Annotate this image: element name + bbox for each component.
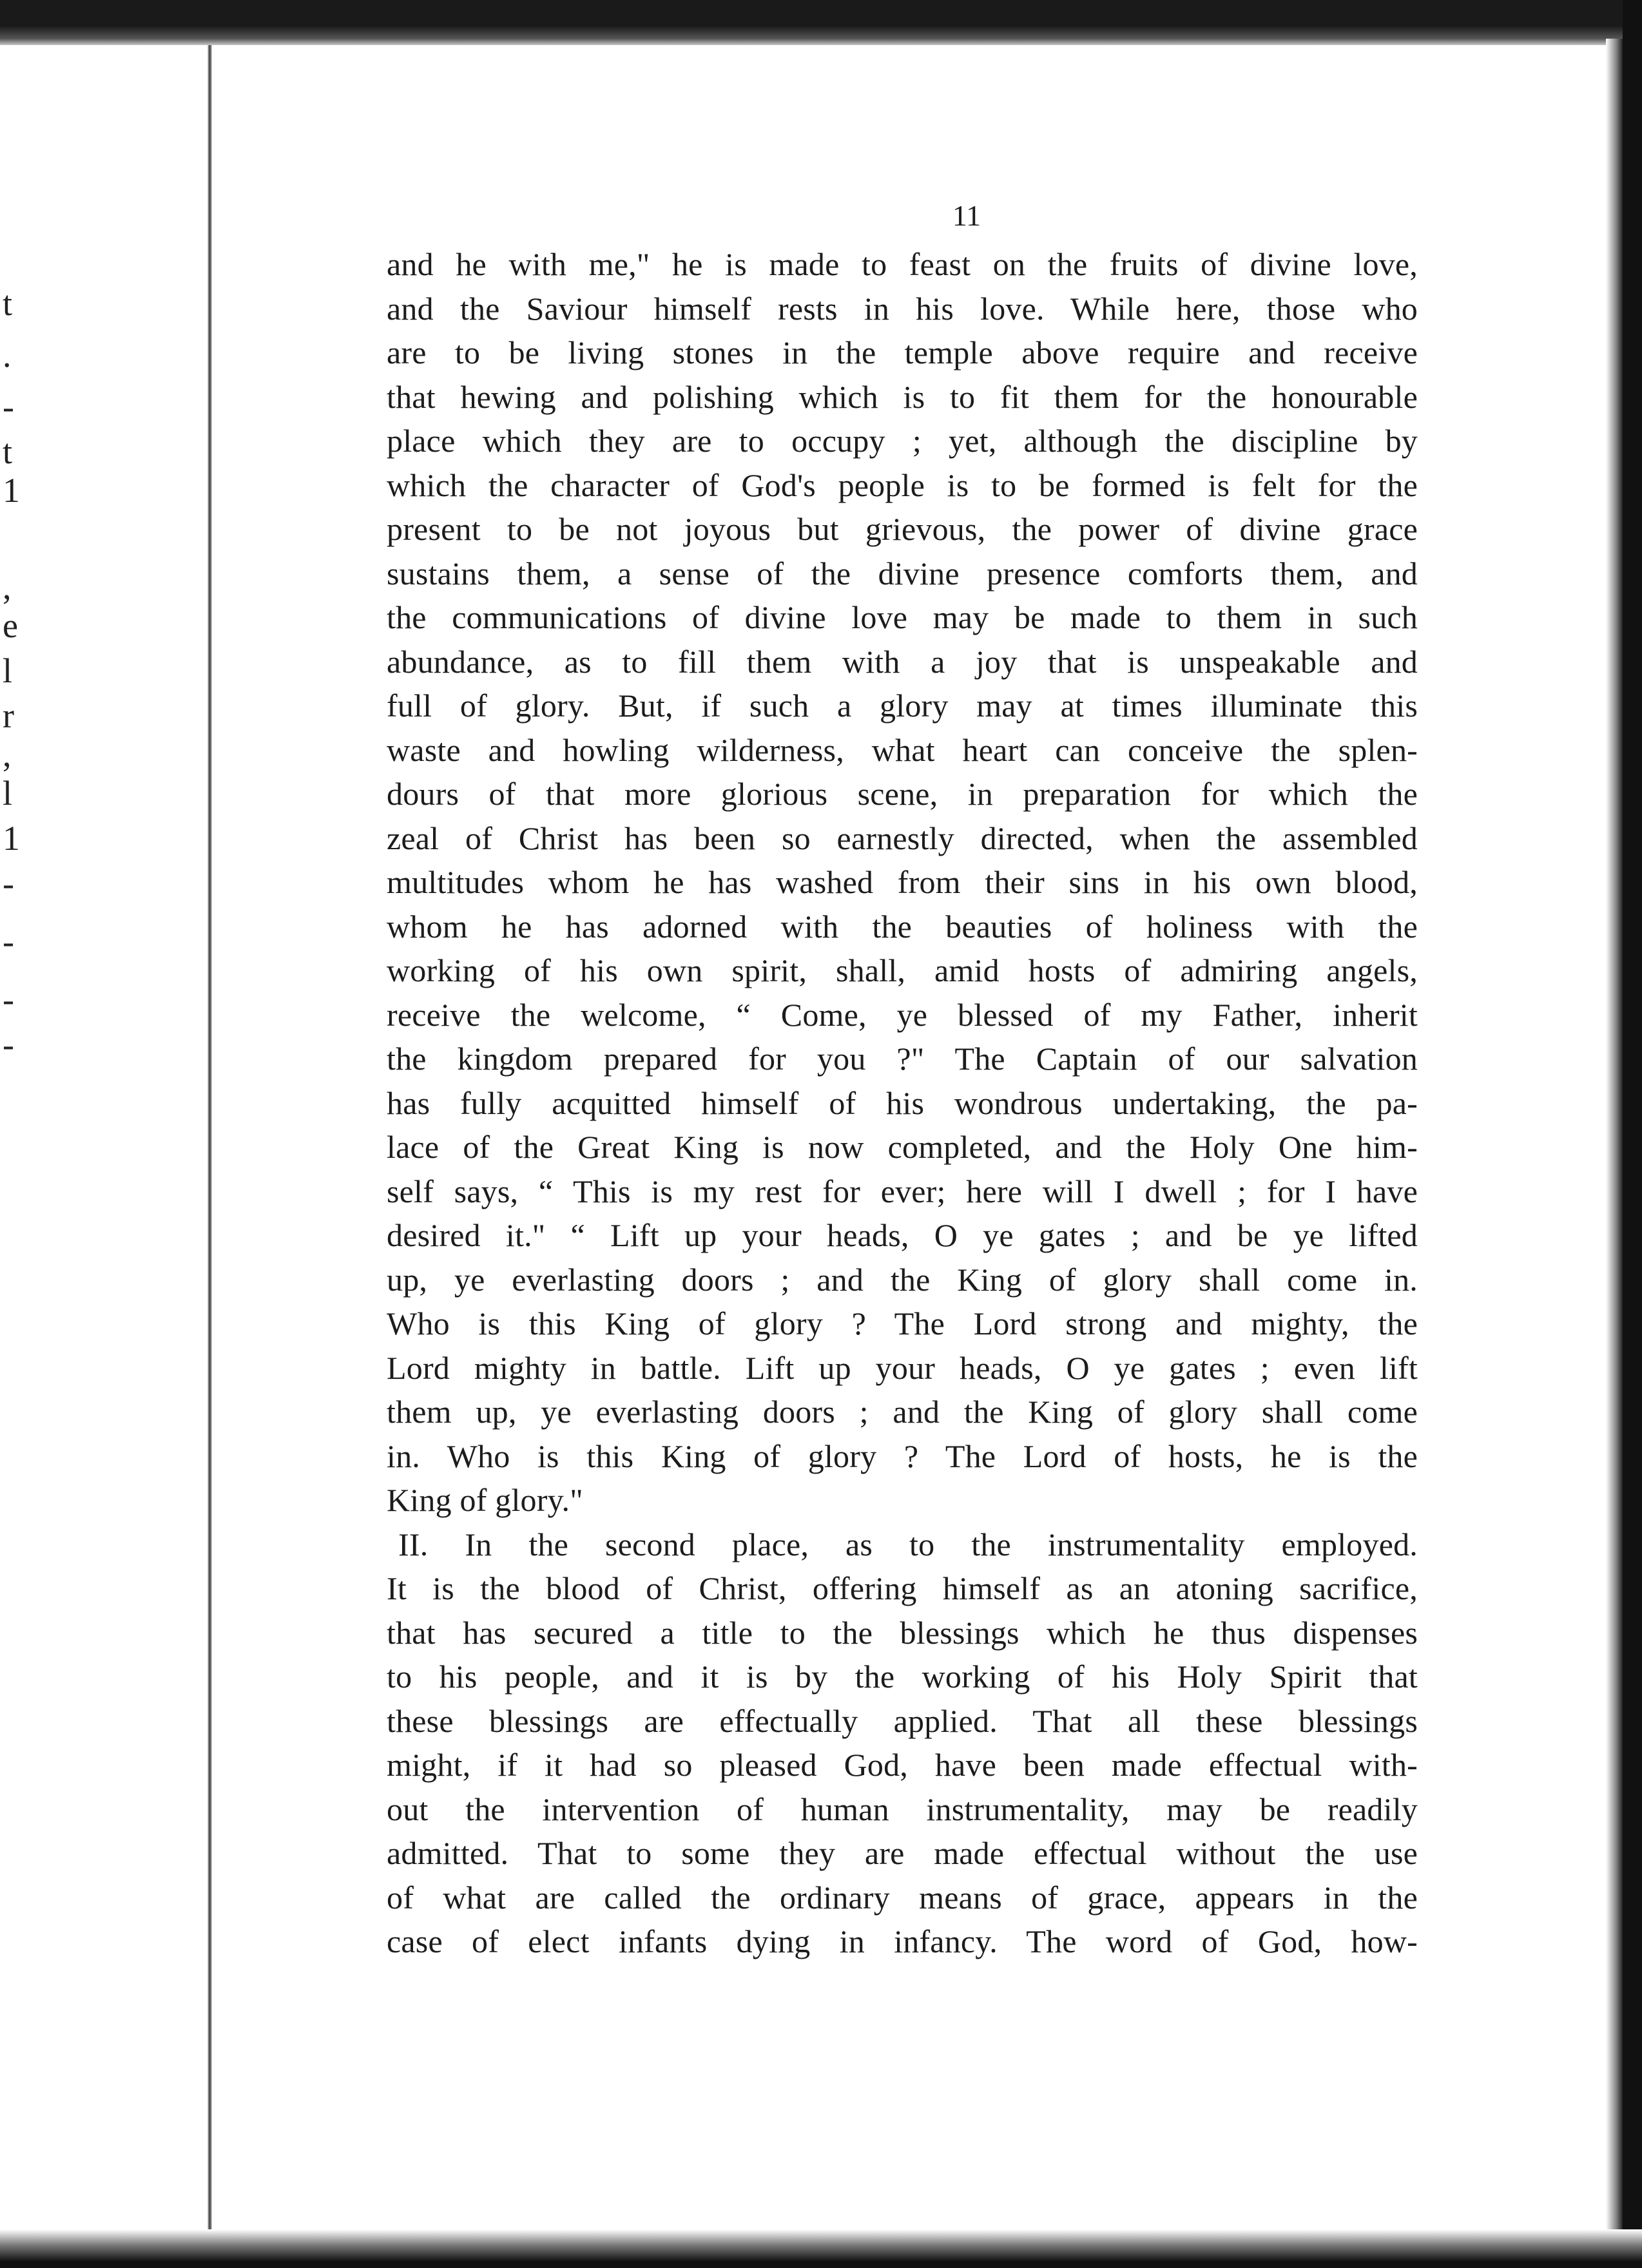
- text-line: and the Saviour himself rests in his love. While here, those who: [387, 290, 1418, 327]
- text-line: zeal of Christ has been so earnestly directed, when the assembled: [387, 820, 1418, 856]
- text-line: that has secured a title to the blessings which he thus dispenses: [387, 1614, 1418, 1651]
- text-line: up, ye everlasting doors ; and the King of glory shall come in.: [387, 1261, 1418, 1298]
- text-line: in. Who is this King of glory ? The Lord of hosts, he is the: [387, 1437, 1418, 1474]
- book-gutter: [208, 45, 212, 2229]
- text-line: waste and howling wilderness, what heart can conceive the splen-: [387, 731, 1418, 768]
- left-fragment: -: [3, 1025, 14, 1064]
- text-line: the communications of divine love may be made to them in such: [387, 599, 1418, 635]
- section-heading-line: II. In the second place, as to the instrumentality employed.: [398, 1526, 1418, 1562]
- text-line: the kingdom prepared for you ?" The Captain of our salvation: [387, 1041, 1418, 1077]
- text-line: dours of that more glorious scene, in preparation for which the: [387, 776, 1418, 812]
- left-fragment: -: [3, 387, 14, 426]
- left-fragment: t: [3, 432, 13, 471]
- text-line: that hewing and polishing which is to fit them for the honourable: [387, 378, 1418, 415]
- text-line: full of glory. But, if such a glory may at times illuminate this: [387, 687, 1418, 724]
- left-fragment: -: [3, 922, 14, 961]
- scan-right-border: [1623, 0, 1642, 2268]
- text-line: abundance, as to fill them with a joy that is unspeakable and: [387, 643, 1418, 680]
- text-line: Who is this King of glory ? The Lord strong and mighty, the: [387, 1305, 1418, 1341]
- text-line: lace of the Great King is now completed, and the Holy One him-: [387, 1129, 1418, 1165]
- page-number: 11: [952, 199, 981, 232]
- text-line: case of elect infants dying in infancy. The word of God, how-: [387, 1923, 1418, 1959]
- text-line: them up, ye everlasting doors ; and the King of glory shall come: [387, 1394, 1418, 1430]
- text-line: might, if it had so pleased God, have been made effectual with-: [387, 1747, 1418, 1783]
- left-fragment: t: [3, 284, 13, 323]
- text-line: Lord mighty in battle. Lift up your heads, O ye gates ; even lift: [387, 1349, 1418, 1386]
- left-page-fragments: [0, 284, 26, 1121]
- text-line: self says, “ This is my rest for ever; here will I dwell ; for I have: [387, 1173, 1418, 1209]
- left-fragment: .: [3, 336, 12, 374]
- text-line: these blessings are effectually applied. That all these blessings: [387, 1702, 1418, 1739]
- text-line: multitudes whom he has washed from their sins in his own blood,: [387, 864, 1418, 900]
- text-line: place which they are to occupy ; yet, although the discipline by: [387, 423, 1418, 459]
- scan-top-border: [0, 0, 1642, 45]
- left-fragment: 1: [3, 819, 20, 858]
- text-line: sustains them, a sense of the divine presence comforts them, and: [387, 555, 1418, 591]
- left-fragment: l: [3, 774, 13, 812]
- text-line: It is the blood of Christ, offering himself as an atoning sacrifice,: [387, 1570, 1418, 1606]
- text-line: desired it." “ Lift up your heads, O ye gates ; and be ye lifted: [387, 1217, 1418, 1253]
- text-line: and he with me," he is made to feast on the fruits of divine love,: [387, 246, 1418, 282]
- text-line: out the intervention of human instrumentality, may be readily: [387, 1791, 1418, 1827]
- scan-bottom-border: [0, 2229, 1642, 2268]
- left-fragment: ,: [3, 735, 12, 774]
- text-line: has fully acquitted himself of his wondrous undertaking, the pa-: [387, 1084, 1418, 1121]
- left-fragment: ,: [3, 568, 12, 606]
- text-line: working of his own spirit, shall, amid hosts of admiring angels,: [387, 952, 1418, 988]
- left-fragment: -: [3, 864, 14, 903]
- left-fragment: l: [3, 651, 13, 690]
- text-line: admitted. That to some they are made effectual without the use: [387, 1835, 1418, 1871]
- page-edge-shadow: [1606, 39, 1623, 2229]
- left-fragment: e: [3, 606, 18, 645]
- page-text-block: [387, 193, 1418, 1964]
- text-line: King of glory.": [387, 1482, 583, 1518]
- text-line: of what are called the ordinary means of grace, appears in the: [387, 1879, 1418, 1916]
- left-fragment: r: [3, 697, 14, 735]
- text-line: which the character of God's people is to be formed is felt for the: [387, 466, 1418, 503]
- text-line: are to be living stones in the temple above require and receive: [387, 334, 1418, 370]
- text-line: present to be not joyous but grievous, the power of divine grace: [387, 511, 1418, 547]
- text-line: receive the welcome, “ Come, ye blessed of my Father, inherit: [387, 996, 1418, 1033]
- left-fragment: 1: [3, 471, 20, 510]
- left-fragment: -: [3, 980, 14, 1019]
- text-line: to his people, and it is by the working of his Holy Spirit that: [387, 1658, 1418, 1695]
- text-line: whom he has adorned with the beauties of holiness with the: [387, 908, 1418, 945]
